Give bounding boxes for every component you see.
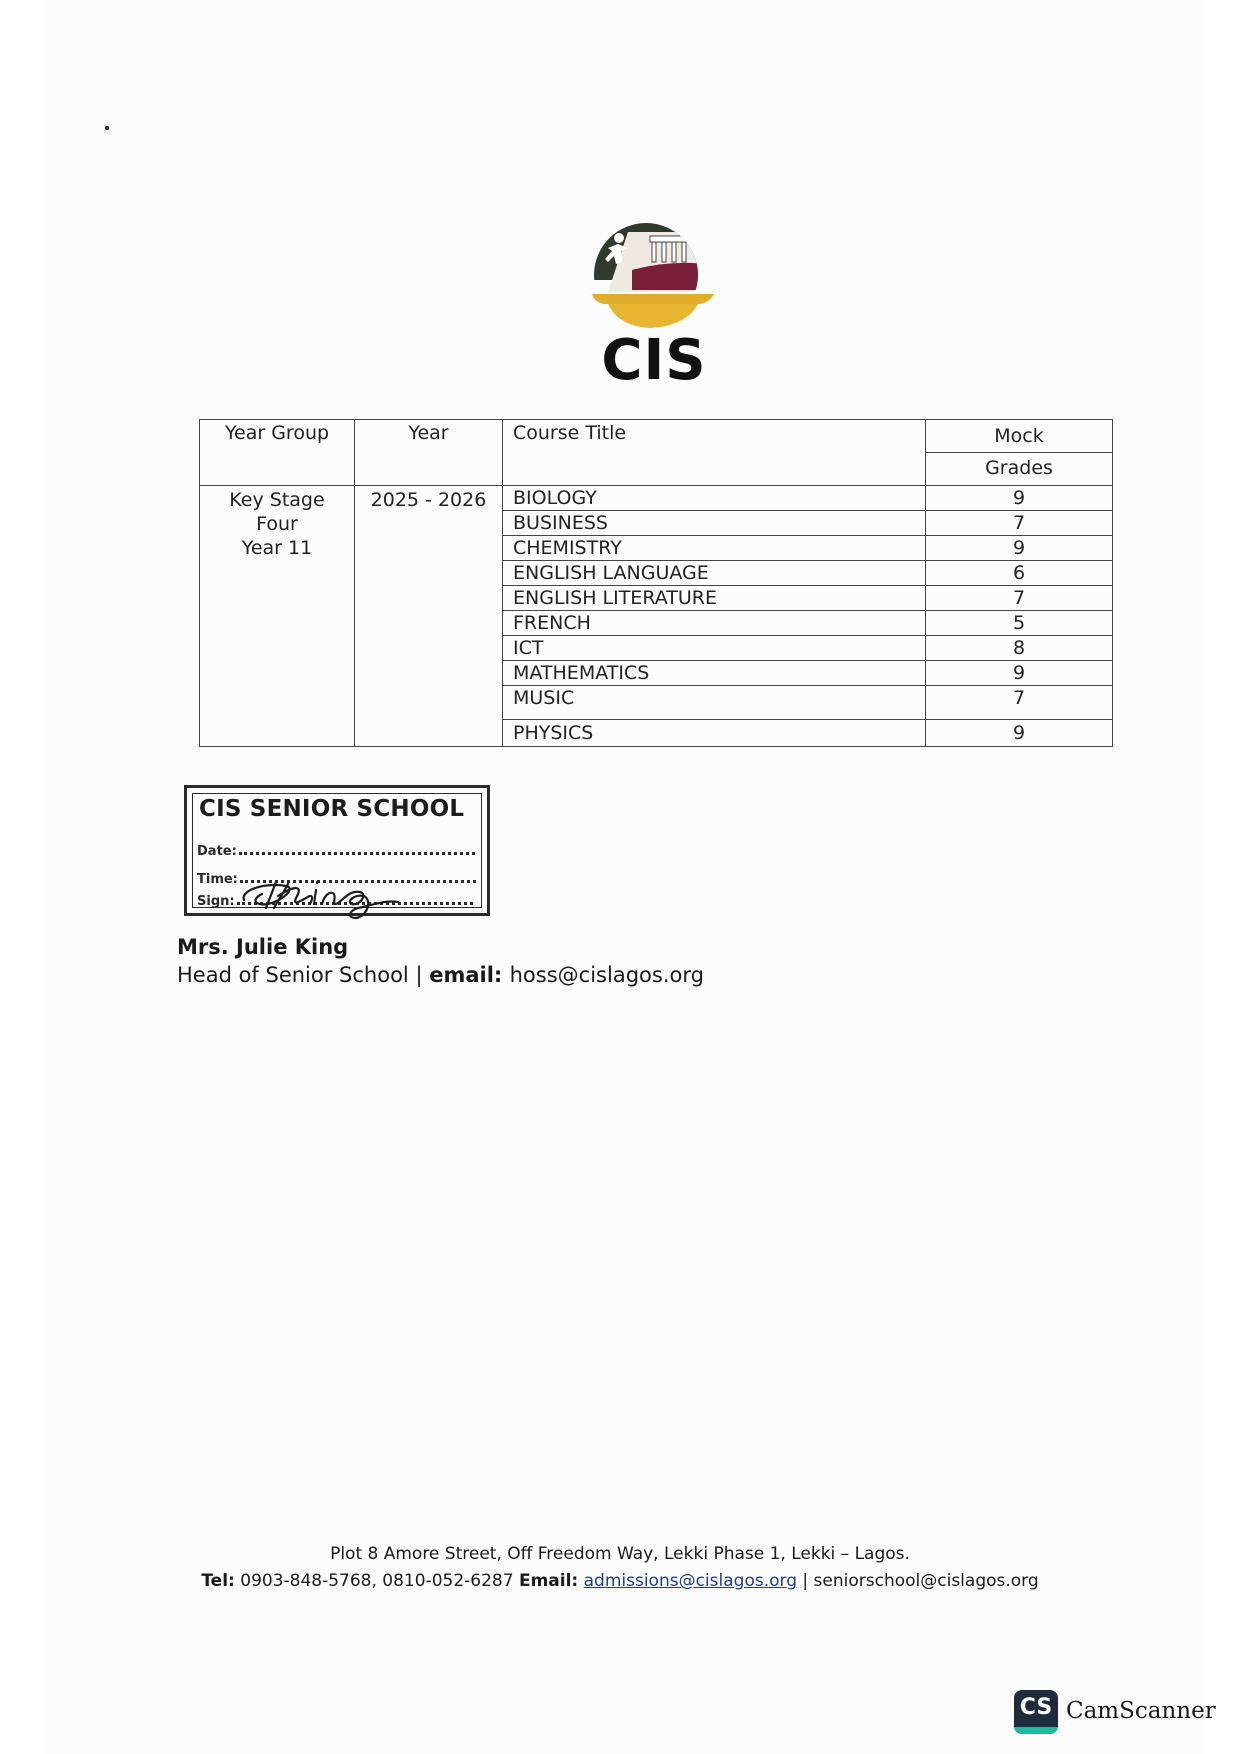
signatory-email: hoss@cislagos.org [509, 963, 704, 987]
header-mock: Mock [926, 420, 1113, 453]
course-title: MUSIC [503, 686, 926, 720]
stamp-date-label: Date: [197, 844, 237, 859]
mock-grade: 5 [926, 611, 1113, 636]
year-group-line: Key Stage [229, 489, 325, 511]
mock-grade: 7 [926, 686, 1113, 720]
header-year: Year [355, 420, 503, 486]
logo-wordmark: CIS [601, 328, 707, 393]
mock-grade: 7 [926, 511, 1113, 536]
mock-grade: 8 [926, 636, 1113, 661]
header-year-group: Year Group [200, 420, 355, 486]
mock-grade: 9 [926, 486, 1113, 511]
course-title: MATHEMATICS [503, 661, 926, 686]
signature-mark [236, 860, 436, 922]
course-title: ENGLISH LITERATURE [503, 586, 926, 611]
course-title: CHEMISTRY [503, 536, 926, 561]
footer-email-label: Email: [518, 1571, 579, 1591]
year-cell: 2025 - 2026 [355, 486, 503, 747]
school-logo [588, 220, 720, 393]
footer-contact [0, 1571, 1240, 1591]
mock-grade: 7 [926, 586, 1113, 611]
stamp-sign-label: Sign: [197, 894, 235, 909]
mock-grade: 9 [926, 536, 1113, 561]
stamp-title: CIS SENIOR SCHOOL [199, 796, 465, 822]
signatory-details [177, 963, 704, 987]
stamp-dotted-line [239, 852, 475, 855]
footer-separator: | [797, 1571, 814, 1591]
year-group-line: Four [256, 513, 298, 535]
footer-tel: 0903-848-5768, 0810-052-6287 [234, 1571, 519, 1591]
table-header-row [200, 420, 1113, 453]
stamp-time-label: Time: [197, 872, 238, 887]
seniorschool-email: seniorschool@cislagos.org [813, 1571, 1039, 1591]
year-group-cell [200, 486, 355, 747]
year-group-line: Year 11 [241, 537, 313, 559]
camscanner-badge-bar [1014, 1727, 1058, 1734]
grades-table [199, 419, 1113, 747]
mock-grade: 6 [926, 561, 1113, 586]
scan-speck [105, 126, 109, 130]
mock-grade: 9 [926, 661, 1113, 686]
header-course-title: Course Title [503, 420, 926, 486]
cis-logo-emblem [588, 220, 720, 330]
course-title: PHYSICS [503, 720, 926, 747]
signatory-email-separator: : [493, 963, 510, 987]
header-grades: Grades [926, 453, 1113, 486]
signatory-email-label: email [429, 963, 494, 987]
footer-address: Plot 8 Amore Street, Off Freedom Way, Lekki Phase 1, Lekki – Lagos. [330, 1544, 910, 1564]
stamp-date-line [197, 844, 475, 859]
footer-tel-label: Tel: [201, 1571, 235, 1591]
course-title: FRENCH [503, 611, 926, 636]
camscanner-badge [1014, 1690, 1058, 1734]
mock-grade: 9 [926, 720, 1113, 747]
table-row [200, 486, 1113, 511]
course-title: ENGLISH LANGUAGE [503, 561, 926, 586]
signatory-role: Head of Senior School | [177, 963, 430, 987]
camscanner-name: CamScanner [1066, 1698, 1216, 1724]
camscanner-badge-text: CS [1019, 1695, 1053, 1720]
admissions-email-link[interactable]: admissions@cislagos.org [583, 1571, 797, 1591]
course-title: ICT [503, 636, 926, 661]
signatory-name: Mrs. Julie King [177, 935, 349, 959]
course-title: BIOLOGY [503, 486, 926, 511]
course-title: BUSINESS [503, 511, 926, 536]
